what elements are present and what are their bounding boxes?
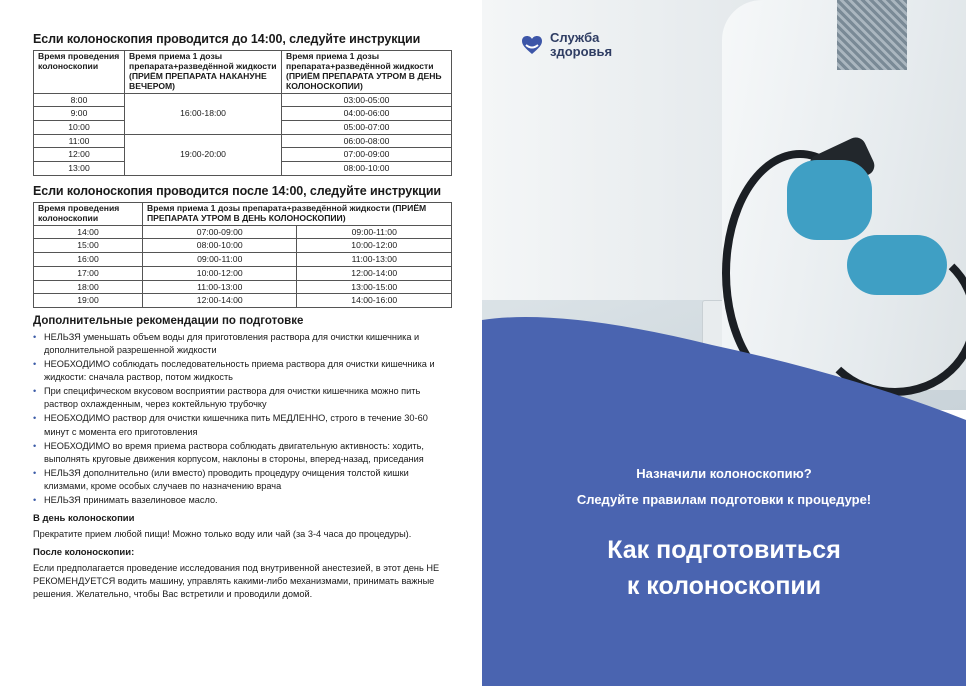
table1-morning-range: 06:00-08:00	[282, 134, 452, 148]
table1-morning-range: 08:00-10:00	[282, 162, 452, 176]
table2-heading: Если колоноскопия проводится после 14:00, следуйте инструкции	[33, 183, 441, 198]
after-procedure-text: Если предполагается проведение исследования под внутривенной анестезией, в этот день НЕ РЕКОМЕНДУЕТСЯ водить машину, управлять какими-либо механизмами, принимать важные решения. Желательно, чтобы Вас встретили и проводили домой.	[33, 562, 440, 600]
table2-cell: 12:00-14:00	[297, 266, 452, 280]
table-row	[34, 294, 452, 308]
procedure-day-heading: В день колоноскопии	[33, 512, 135, 524]
after-procedure-heading: После колоноскопии:	[33, 546, 135, 558]
table1-heading: Если колоноскопия проводится до 14:00, следуйте инструкции	[33, 32, 421, 46]
table2-cell: 18:00	[34, 280, 143, 294]
table1-time: 11:00	[34, 134, 125, 148]
table2-cell: 09:00-11:00	[143, 253, 297, 267]
cover-question: Назначили колоноскопию?	[636, 466, 812, 481]
list-item: • НЕЛЬЗЯ принимать вазелиновое масло.	[33, 494, 452, 507]
table2-cell: 14:00	[34, 225, 143, 239]
table2-cell: 07:00-09:00	[143, 225, 297, 239]
table1-header-evening: Время приема 1 дозы препарата+разведённой жидкости (ПРИЁМ ПРЕПАРАТА НАКАНУНЕ ВЕЧЕРОМ)	[125, 51, 282, 94]
table2-cell: 15:00	[34, 239, 143, 253]
logo-line1: Служба	[550, 30, 600, 45]
table-row	[34, 239, 452, 253]
table-row	[34, 225, 452, 239]
table2-cell: 10:00-12:00	[297, 239, 452, 253]
table2-cell: 19:00	[34, 294, 143, 308]
table2-cell: 09:00-11:00	[297, 225, 452, 239]
table-row	[34, 280, 452, 294]
table2-cell: 12:00-14:00	[143, 294, 297, 308]
table-row	[34, 134, 452, 148]
cover-title	[482, 532, 966, 605]
table1-morning-range: 03:00-05:00	[282, 93, 452, 107]
table2-cell: 08:00-10:00	[143, 239, 297, 253]
table1-time: 10:00	[34, 120, 125, 134]
schedule-table-after-14	[33, 202, 452, 308]
table2-header-time: Время проведения колоноскопии	[34, 202, 143, 225]
table1-morning-range: 07:00-09:00	[282, 148, 452, 162]
table1-time: 8:00	[34, 93, 125, 107]
cover-column	[482, 0, 966, 686]
heart-logo-icon	[520, 33, 544, 57]
table2-cell: 17:00	[34, 266, 143, 280]
procedure-day-text: Прекратите прием любой пищи! Можно только воду или чай (за 3-4 часа до процедуры).	[33, 528, 412, 539]
list-item: • При специфическом вкусовом восприятии раствора для очистки кишечника можно пить раствор охлажденным, через коктейльную трубочку	[33, 385, 452, 411]
logo	[520, 31, 612, 58]
table2-cell: 11:00-13:00	[143, 280, 297, 294]
cover-title-line1: Как подготовиться	[607, 536, 841, 564]
logo-text	[550, 31, 612, 58]
table2-cell: 10:00-12:00	[143, 266, 297, 280]
table2-cell: 16:00	[34, 253, 143, 267]
list-item: • НЕОБХОДИМО раствор для очистки кишечника пить МЕДЛЕННО, строго в течение 30-60 минут с момента его приготовления	[33, 412, 452, 438]
cover-title-line2: к колоноскопии	[626, 572, 822, 601]
logo-line2: здоровья	[550, 43, 613, 59]
list-item: • НЕОБХОДИМО во время приема раствора соблюдать двигательную активность: ходить, выполнять круговые движения корпусом, наклоны в стороны, вперед-назад, приседания	[33, 440, 452, 466]
list-item: • НЕЛЬЗЯ дополнительно (или вместо) проводить процедуру очищения толстой кишки клизмами, кроме особых случаев по назначению врача	[33, 467, 452, 493]
table1-header-time: Время проведения колоноскопии	[34, 51, 125, 94]
table-row	[34, 266, 452, 280]
list-item: • НЕОБХОДИМО соблюдать последовательность приема раствора для очистки кишечника и жидкости: сначала раствор, потом жидкость	[33, 358, 452, 384]
table1-evening-range: 19:00-20:00	[125, 134, 282, 175]
table2-cell: 13:00-15:00	[297, 280, 452, 294]
schedule-table-before-14	[33, 50, 452, 176]
instructions-column	[0, 0, 482, 686]
table1-morning-range: 04:00-06:00	[282, 107, 452, 121]
table2-header-morning: Время приема 1 дозы препарата+разведённой жидкости (ПРИЁМ ПРЕПАРАТА УТРОМ В ДЕНЬ КОЛОНОСКОПИИ)	[143, 202, 452, 225]
recommendations-list	[33, 331, 452, 507]
table1-time: 9:00	[34, 107, 125, 121]
recommendations-heading: Дополнительные рекомендации по подготовке	[33, 315, 304, 328]
table1-time: 13:00	[34, 162, 125, 176]
table1-evening-range: 16:00-18:00	[125, 93, 282, 134]
table-row	[34, 93, 452, 107]
table1-time: 12:00	[34, 148, 125, 162]
table2-cell: 11:00-13:00	[297, 253, 452, 267]
table1-header-morning: Время приема 1 дозы препарата+разведённой жидкости (ПРИЁМ ПРЕПАРАТА УТРОМ В ДЕНЬ КОЛОНОСКОПИИ)	[282, 51, 452, 94]
list-item: • НЕЛЬЗЯ уменьшать объем воды для приготовления раствора для очистки кишечника и дополнительной разрешенной жидкости	[33, 331, 452, 357]
table2-cell: 14:00-16:00	[297, 294, 452, 308]
table-row	[34, 253, 452, 267]
cover-subtitle: Следуйте правилам подготовки к процедуре!	[576, 492, 872, 507]
table1-morning-range: 05:00-07:00	[282, 120, 452, 134]
